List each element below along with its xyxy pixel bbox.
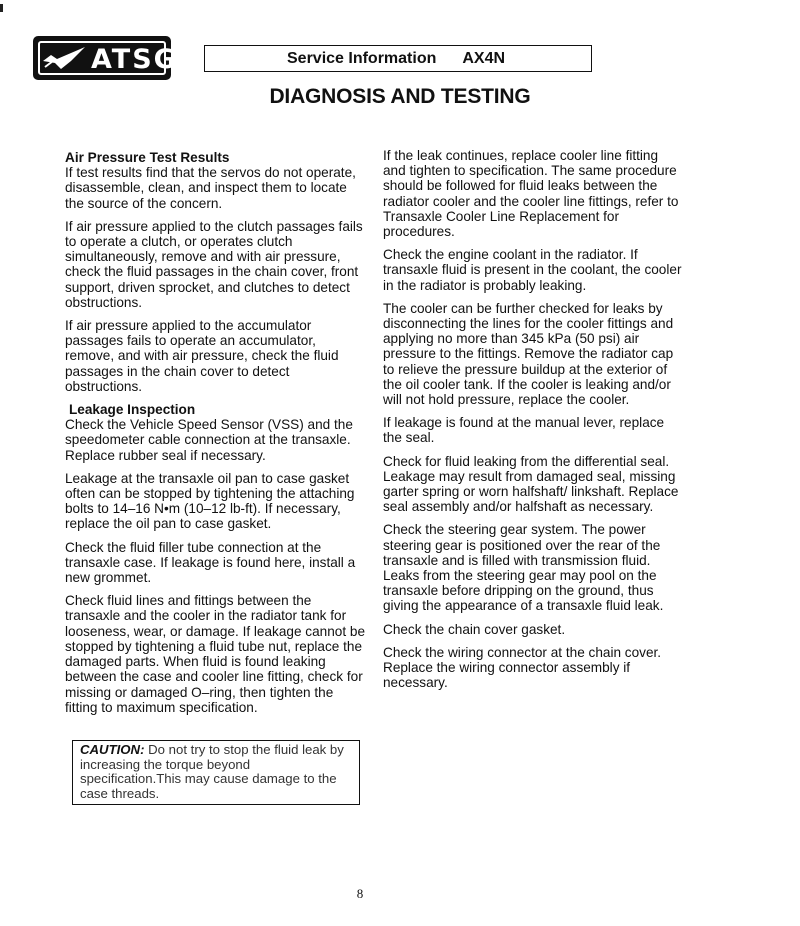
scan-mark (0, 4, 3, 12)
paragraph: Check the fluid filler tube connection at the transaxle case. If leakage is found here, install a new grommet. (65, 539, 356, 586)
paragraph: Check for fluid leaking from the differential seal. Leakage may result from damaged seal, missing garter spring or worn halfshaft/ linkshaft. Replace seal assembly and/or halfshaft as necessary. (383, 453, 679, 515)
paragraph: Check fluid lines and fittings between the transaxle and the cooler in the radiator tank for looseness, wear, or damage. If leakage cannot be stopped by tightening a fluid tube nut, replace the damaged parts. When fluid is found leaking between the case and cooler line fitting, check for missing or damaged O–ring, then tighten the fitting to maximum specification. (65, 593, 366, 715)
paragraph: The cooler can be further checked for leaks by disconnecting the lines for the cooler fittings and applying no more than 345 kPa (50 psi) air pressure to the fittings. Remove the radiator cap to relieve the pressure buildup at the exterior of the oil cooler tank. If the cooler is leaking and/or will not hold pressure, replace the cooler. (383, 300, 674, 408)
caution-label: CAUTION: (80, 742, 145, 757)
caution-text: Do not try to stop the fluid leak by increasing the torque beyond specification.This may cause damage to the case threads. (80, 742, 344, 801)
paragraph: Check the engine coolant in the radiator. If transaxle fluid is present in the coolant, the cooler in the radiator is probably leaking. (383, 247, 682, 293)
paragraph: If test results find that the servos do not operate, disassemble, clean, and inspect them to locate the source of the concern. (65, 165, 356, 211)
paragraph: If the leak continues, replace cooler line fitting and tighten to specification. The same procedure should be followed for fluid leaks between the radiator cooler and the cooler line fittings, refer to Transaxle Cooler Line Replacement for procedures. (383, 148, 679, 240)
atsg-logo (33, 36, 178, 80)
caution-box (72, 740, 360, 805)
paragraph: Check the Vehicle Speed Sensor (VSS) and the speedometer cable connection at the transaxle. Replace rubber seal if necessary. (65, 417, 353, 463)
model-label: AX4N (462, 49, 506, 67)
air-pressure-heading: Air Pressure Test Results (65, 150, 230, 165)
left-column (65, 150, 365, 723)
service-info-box (204, 45, 592, 72)
page-title: DIAGNOSIS AND TESTING (269, 85, 531, 108)
paragraph: Check the steering gear system. The power steering gear is positioned over the rear of the transaxle and is filled with transmission fluid. Leaks from the steering gear may pool on the transaxle before dripping on the ground, thus giving the appearance of a transaxle fluid leak. (383, 522, 664, 614)
paragraph: If air pressure applied to the clutch passages fails to operate a clutch, or operates clutch simultaneously, remove and with air pressure, check the fluid passages in the chain cover, front support, driven sprocket, and clutches to detect obstructions. (65, 218, 363, 310)
leakage-heading: Leakage Inspection (69, 402, 196, 418)
service-label: Service Information (287, 49, 437, 67)
page-number: 8 (356, 886, 364, 901)
paragraph: If leakage is found at the manual lever, replace the seal. (383, 415, 665, 446)
paragraph: Leakage at the transaxle oil pan to case gasket often can be stopped by tightening the attaching bolts to 14–16 N•m (10–12 lb-ft). If necessary, replace the oil pan to case gasket. (65, 470, 355, 532)
paragraph: Check the chain cover gasket. (383, 621, 566, 637)
wing-icon (41, 45, 89, 71)
paragraph: If air pressure applied to the accumulator passages fails to operate an accumulator, remove, and with air pressure, check the fluid passages in the chain cover to detect obstructions. (65, 318, 339, 394)
right-column (383, 148, 683, 699)
logo-text: ATSG (91, 44, 178, 75)
paragraph: Check the wiring connector at the chain cover. Replace the wiring connector assembly if necessary. (383, 644, 662, 691)
